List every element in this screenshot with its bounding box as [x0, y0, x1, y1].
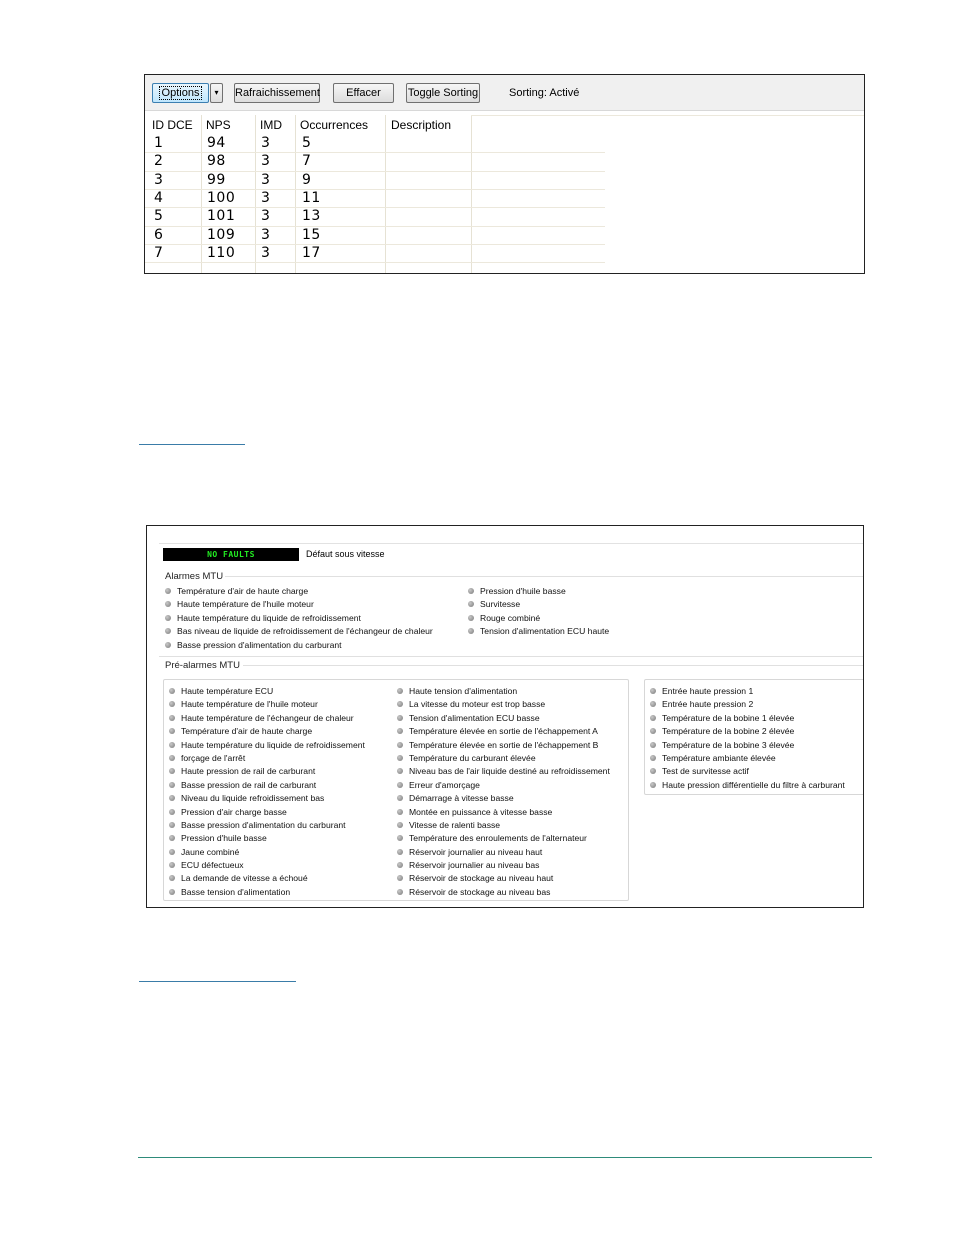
alarm-indicator-item — [468, 625, 609, 638]
alarm-label: Haute pression de rail de carburant — [181, 766, 316, 777]
alarm-label: Haute température ECU — [181, 686, 274, 696]
alarm-label: Basse pression d'alimentation du carburant — [177, 639, 342, 650]
options-button-label: Options — [161, 87, 200, 99]
alarm-indicator-item — [397, 872, 610, 885]
alarm-label: Pression d'huile basse — [480, 586, 566, 596]
alarm-indicator-item — [397, 819, 610, 832]
table-cell[interactable]: 7 — [154, 244, 164, 261]
status-led-icon — [650, 715, 656, 721]
alarm-indicator-item — [169, 698, 365, 711]
status-led-icon — [169, 875, 175, 881]
status-led-icon — [397, 875, 403, 881]
alarm-indicator-item — [397, 779, 610, 792]
status-led-icon — [165, 601, 171, 607]
alarm-indicator-item — [169, 792, 365, 805]
status-led-icon — [397, 755, 403, 761]
table-cell[interactable]: 109 — [207, 226, 236, 243]
alarm-label: La demande de vitesse a échoué — [181, 873, 308, 884]
alarm-label: forçage de l'arrêt — [181, 752, 246, 763]
alarm-label: Entrée haute pression 2 — [662, 699, 754, 710]
status-led-icon — [169, 835, 175, 841]
alarm-label: Haute température de l'huile moteur — [177, 599, 314, 610]
status-led-icon — [397, 849, 403, 855]
alarm-indicator-item — [169, 752, 365, 765]
alarm-indicator-item — [397, 725, 610, 738]
alarm-indicator-item — [397, 792, 610, 805]
alarm-indicator-item — [468, 585, 609, 598]
alarm-indicator-item — [397, 886, 610, 899]
status-led-icon — [397, 795, 403, 801]
table-cell[interactable]: 13 — [302, 208, 321, 225]
alarm-indicator-item — [468, 598, 609, 611]
options-dropdown[interactable] — [152, 83, 223, 103]
alarm-label: Démarrage à vitesse basse — [409, 793, 514, 804]
alarm-label: Haute température de l'échangeur de chaleur — [181, 712, 354, 723]
status-led-icon — [165, 628, 171, 634]
alarm-label: Réservoir de stockage au niveau bas — [409, 886, 551, 897]
table-cell[interactable]: 3 — [261, 189, 271, 206]
clear-button[interactable]: Effacer — [333, 83, 394, 103]
table-cell[interactable]: 5 — [302, 135, 312, 151]
prealarms-list-col3 — [650, 685, 845, 792]
alarm-indicator-item — [397, 765, 610, 778]
alarm-indicator-item — [169, 872, 365, 885]
table-cell[interactable]: 3 — [261, 226, 271, 243]
status-led-icon — [165, 588, 171, 594]
status-led-icon — [397, 862, 403, 868]
alarm-indicator-item — [169, 739, 365, 752]
status-led-icon — [397, 701, 403, 707]
status-led-icon — [650, 701, 656, 707]
status-led-icon — [169, 889, 175, 895]
alarm-indicator-item — [165, 585, 433, 598]
alarm-label: Niveau du liquide refroidissement bas — [181, 793, 325, 804]
dtc-table[interactable] — [145, 111, 864, 274]
alarm-indicator-item — [397, 685, 610, 698]
divider — [159, 543, 863, 544]
alarm-label: Température des enroulements de l'alternateur — [409, 833, 587, 844]
column-header-occurrences[interactable]: Occurrences — [300, 118, 369, 132]
table-cell[interactable]: 3 — [261, 171, 271, 188]
alarm-label: Température de la bobine 1 élevée — [662, 712, 795, 723]
alarm-indicator-item — [169, 806, 365, 819]
table-cell[interactable]: 100 — [207, 189, 236, 206]
status-led-icon — [169, 688, 175, 694]
status-led-icon — [468, 615, 474, 621]
status-led-icon — [397, 835, 403, 841]
status-led-icon — [397, 688, 403, 694]
column-divider — [255, 115, 256, 274]
table-cell[interactable]: 3 — [154, 171, 164, 188]
table-cell[interactable]: 4 — [154, 189, 164, 206]
status-led-icon — [650, 688, 656, 694]
column-divider — [201, 115, 202, 274]
divider — [225, 576, 863, 577]
fault-status-display: NO FAULTS — [163, 548, 299, 561]
status-led-icon — [650, 742, 656, 748]
alarm-indicator-item — [397, 739, 610, 752]
table-cell[interactable]: 3 — [261, 244, 271, 261]
alarm-label: Basse tension d'alimentation — [181, 886, 291, 897]
status-led-icon — [397, 889, 403, 895]
alarm-label: Haute température du liquide de refroidissement — [181, 739, 365, 750]
alarm-label: Bas niveau de liquide de refroidissement de l'échangeur de chaleur — [177, 626, 433, 637]
status-led-icon — [169, 728, 175, 734]
column-divider — [295, 115, 296, 274]
alarm-label: Erreur d'amorçage — [409, 779, 480, 790]
status-led-icon — [169, 768, 175, 774]
alarm-label: Température de la bobine 2 élevée — [662, 726, 795, 737]
status-led-icon — [468, 601, 474, 607]
status-led-icon — [650, 728, 656, 734]
alarm-indicator-item — [650, 725, 845, 738]
status-led-icon — [165, 615, 171, 621]
status-led-icon — [169, 862, 175, 868]
alarm-indicator-item — [650, 752, 845, 765]
alarm-panel-window — [146, 525, 864, 908]
status-led-icon — [650, 768, 656, 774]
footer-rule — [138, 1157, 872, 1158]
alarm-indicator-item — [397, 859, 610, 872]
status-led-icon — [397, 742, 403, 748]
table-cell[interactable]: 1 — [154, 135, 164, 151]
alarm-indicator-item — [650, 698, 845, 711]
alarm-indicator-item — [169, 712, 365, 725]
column-divider — [471, 115, 472, 274]
fault-label: Défaut sous vitesse — [306, 549, 385, 559]
status-led-icon — [468, 628, 474, 634]
alarm-label: Température du carburant élevée — [409, 752, 536, 763]
alarm-label: Haute tension d'alimentation — [409, 686, 518, 696]
status-led-icon — [169, 822, 175, 828]
refresh-button[interactable]: Rafraichissement — [234, 83, 320, 103]
alarm-label: Réservoir journalier au niveau haut — [409, 846, 543, 857]
alarm-label: Haute température du liquide de refroidissement — [177, 612, 361, 623]
table-cell[interactable]: 3 — [261, 135, 271, 151]
header-line — [471, 115, 864, 116]
alarm-indicator-item — [165, 598, 433, 611]
prealarms-list-col2 — [397, 685, 610, 899]
alarm-label: Tension d'alimentation ECU haute — [480, 626, 610, 637]
alarm-indicator-item — [468, 612, 609, 625]
table-cell[interactable]: 99 — [207, 171, 226, 188]
alarm-label: Température d'air de haute charge — [177, 586, 309, 596]
alarm-indicator-item — [169, 779, 365, 792]
table-cell[interactable]: 98 — [207, 153, 226, 170]
grid-toolbar — [145, 75, 864, 111]
alarm-indicator-item — [169, 819, 365, 832]
status-led-icon — [397, 715, 403, 721]
status-led-icon — [397, 809, 403, 815]
alarm-label: Vitesse de ralenti basse — [409, 819, 501, 830]
table-cell[interactable]: 9 — [302, 171, 312, 188]
alarm-indicator-item — [397, 712, 610, 725]
alarm-label: Réservoir journalier au niveau bas — [409, 860, 540, 871]
table-cell[interactable]: 94 — [207, 135, 226, 151]
alarm-label: Rouge combiné — [480, 612, 541, 623]
table-cell[interactable]: 3 — [261, 208, 271, 225]
alarm-indicator-item — [169, 859, 365, 872]
alarm-indicator-item — [169, 832, 365, 845]
alarm-label: La vitesse du moteur est trop basse — [409, 699, 546, 710]
alarm-label: Température ambiante élevée — [662, 752, 776, 763]
alarm-indicator-item — [650, 779, 845, 792]
table-cell[interactable]: 5 — [154, 208, 164, 225]
alarm-indicator-item — [397, 846, 610, 859]
alarm-label: Température de la bobine 3 élevée — [662, 739, 795, 750]
status-led-icon — [169, 849, 175, 855]
alarm-label: Basse pression d'alimentation du carburant — [181, 819, 346, 830]
status-led-icon — [169, 809, 175, 815]
alarms-list-left — [165, 585, 433, 652]
reference-link[interactable] — [139, 444, 245, 445]
alarm-indicator-item — [165, 639, 433, 652]
column-divider — [385, 115, 386, 274]
status-led-icon — [397, 782, 403, 788]
status-led-icon — [169, 782, 175, 788]
alarm-label: Jaune combiné — [181, 846, 240, 857]
alarm-label: ECU défectueux — [181, 860, 244, 871]
options-button[interactable] — [152, 83, 209, 103]
reference-link[interactable] — [139, 981, 296, 982]
table-cell[interactable]: 3 — [261, 153, 271, 170]
row-divider — [145, 262, 605, 263]
alarm-label: Température élevée en sortie de l'échappement A — [409, 726, 598, 737]
column-header-imd[interactable]: IMD — [260, 118, 282, 132]
prealarms-section-title: Pré-alarmes MTU — [165, 660, 240, 671]
dtc-grid-window — [144, 74, 865, 274]
table-cell[interactable]: 15 — [302, 226, 321, 243]
alarm-label: Entrée haute pression 1 — [662, 686, 754, 696]
table-cell[interactable]: 6 — [154, 226, 164, 243]
alarm-label: Réservoir de stockage au niveau haut — [409, 873, 554, 884]
alarm-indicator-item — [650, 685, 845, 698]
table-cell[interactable]: 110 — [207, 244, 236, 261]
status-led-icon — [650, 755, 656, 761]
alarm-indicator-item — [397, 698, 610, 711]
status-led-icon — [169, 742, 175, 748]
alarm-label: Haute pression différentielle du filtre à carburant — [662, 779, 845, 790]
alarm-indicator-item — [169, 685, 365, 698]
alarm-indicator-item — [397, 832, 610, 845]
status-led-icon — [397, 728, 403, 734]
table-cell[interactable]: 17 — [302, 244, 321, 261]
alarm-label: Basse pression de rail de carburant — [181, 779, 317, 790]
status-led-icon — [169, 715, 175, 721]
column-header-nps[interactable]: NPS — [206, 118, 231, 132]
alarm-label: Test de survitesse actif — [662, 766, 749, 777]
alarm-indicator-item — [650, 739, 845, 752]
status-led-icon — [169, 755, 175, 761]
alarm-indicator-item — [165, 625, 433, 638]
table-cell[interactable]: 11 — [302, 189, 321, 206]
table-cell[interactable]: 2 — [154, 153, 164, 170]
alarm-indicator-item — [169, 886, 365, 899]
alarm-label: Température d'air de haute charge — [181, 726, 313, 737]
alarm-indicator-item — [650, 712, 845, 725]
status-led-icon — [650, 782, 656, 788]
table-cell[interactable]: 7 — [302, 153, 312, 170]
alarm-label: Pression d'air charge basse — [181, 806, 287, 817]
alarm-indicator-item — [397, 752, 610, 765]
alarms-section-title: Alarmes MTU — [165, 571, 224, 582]
prealarms-list-col1 — [169, 685, 365, 899]
divider — [243, 665, 863, 666]
alarm-label: Survitesse — [480, 599, 521, 610]
status-led-icon — [397, 822, 403, 828]
alarms-list-right — [468, 585, 609, 639]
alarm-label: Tension d'alimentation ECU basse — [409, 712, 540, 723]
toggle-sorting-button[interactable]: Toggle Sorting — [406, 83, 480, 103]
status-led-icon — [169, 701, 175, 707]
alarm-indicator-item — [169, 765, 365, 778]
alarm-label: Haute température de l'huile moteur — [181, 699, 318, 710]
chevron-down-icon[interactable]: ▾ — [210, 83, 223, 103]
status-led-icon — [397, 768, 403, 774]
alarm-label: Niveau bas de l'air liquide destiné au refroidissement — [409, 766, 610, 777]
alarm-label: Pression d'huile basse — [181, 833, 267, 844]
alarm-indicator-item — [169, 846, 365, 859]
status-led-icon — [165, 642, 171, 648]
alarm-label: Température élevée en sortie de l'échappement B — [409, 739, 599, 750]
alarm-indicator-item — [397, 806, 610, 819]
column-header-description[interactable]: Description — [391, 118, 452, 132]
alarm-indicator-item — [165, 612, 433, 625]
column-header-id-dce[interactable]: ID DCE — [152, 118, 193, 132]
status-led-icon — [169, 795, 175, 801]
table-cell[interactable]: 101 — [207, 208, 236, 225]
divider — [159, 656, 863, 657]
alarm-label: Montée en puissance à vitesse basse — [409, 806, 553, 817]
sorting-status: Sorting: Activé — [509, 87, 580, 99]
alarm-indicator-item — [650, 765, 845, 778]
alarm-indicator-item — [169, 725, 365, 738]
status-led-icon — [468, 588, 474, 594]
